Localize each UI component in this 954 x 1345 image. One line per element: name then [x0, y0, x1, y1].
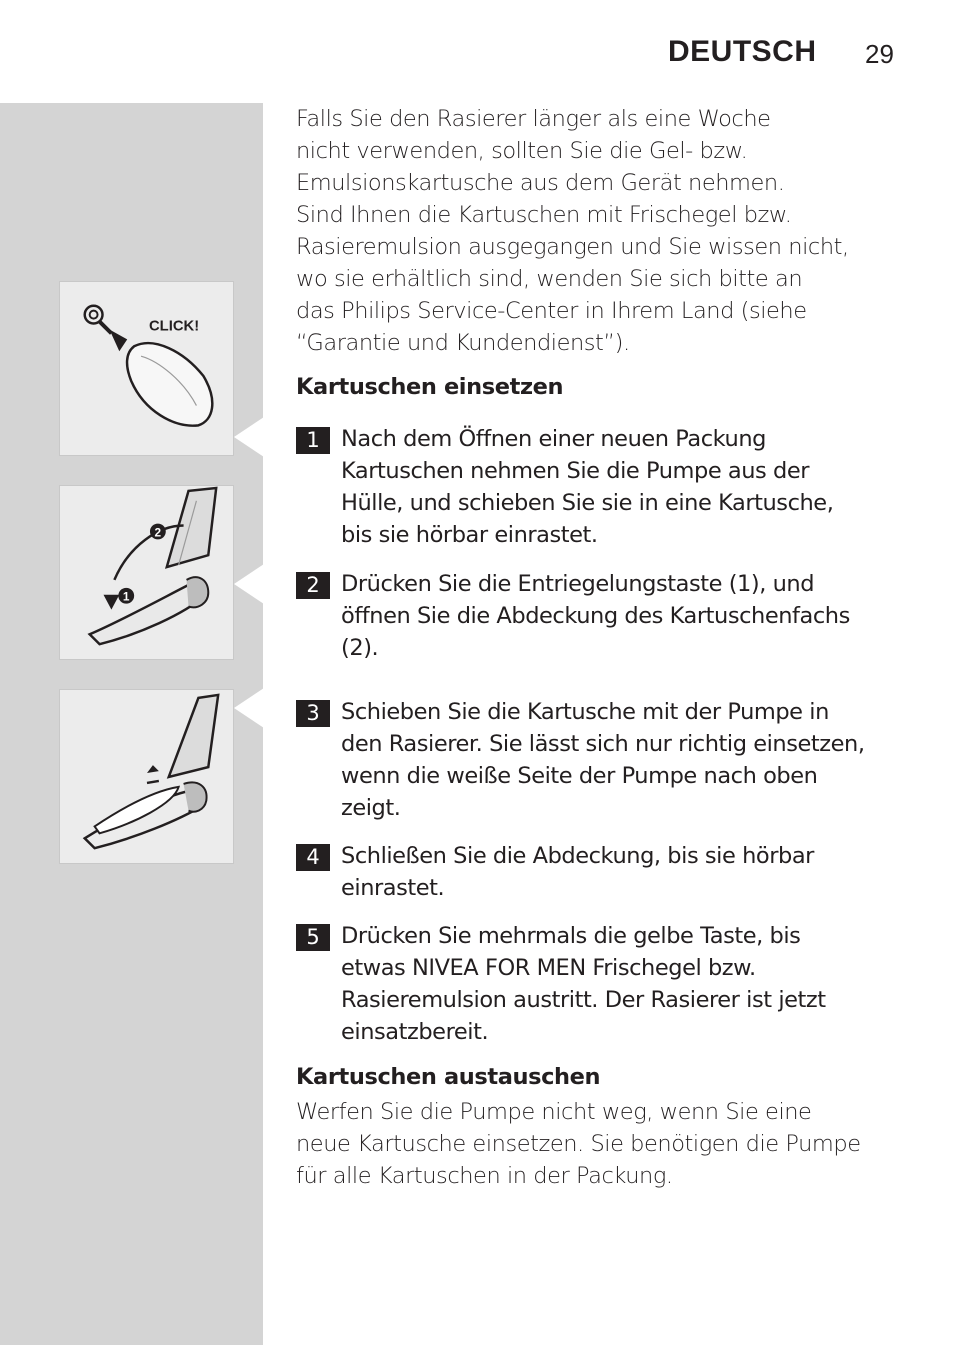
arrow-left-icon	[147, 765, 159, 773]
step-number: 1	[296, 427, 330, 454]
text-line: Schließen Sie die Abdeckung, bis sie hörbar	[341, 843, 814, 869]
replace-paragraph	[296, 1096, 906, 1192]
text-line: “Garantie und Kundendienst”).	[296, 330, 630, 356]
text-line: einsatzbereit.	[341, 1019, 489, 1045]
text-line: für alle Kartuschen in der Packung.	[296, 1163, 673, 1189]
figure-insert-cartridge	[59, 689, 234, 864]
text-line: Werfen Sie die Pumpe nicht weg, wenn Sie eine	[296, 1099, 812, 1125]
text-line: öffnen Sie die Abdeckung des Kartuschenfachs	[341, 603, 850, 629]
arrow-icon	[109, 329, 127, 351]
text-line: Rasieremulsion ausgegangen und Sie wissen nicht,	[296, 234, 849, 260]
text-line: Nach dem Öffnen einer neuen Packung	[341, 426, 766, 452]
step-text	[341, 696, 911, 824]
text-line: das Philips Service-Center in Ihrem Land (siehe	[296, 298, 807, 324]
figure-pump-insertion	[59, 281, 234, 456]
text-line: Emulsionskartusche aus dem Gerät nehmen.	[296, 170, 785, 196]
step-text	[341, 840, 911, 904]
text-line: einrastet.	[341, 875, 445, 901]
open-cover-illustration	[60, 486, 233, 659]
text-line: (2).	[341, 635, 379, 661]
figure-pointer	[234, 688, 264, 728]
text-line: Schieben Sie die Kartusche mit der Pumpe in	[341, 699, 829, 725]
step-text	[341, 568, 911, 664]
text-line: bis sie hörbar einrastet.	[341, 522, 598, 548]
text-line: Kartuschen nehmen Sie die Pumpe aus der	[341, 458, 810, 484]
insert-cartridge-illustration	[60, 690, 233, 863]
text-line: neue Kartusche einsetzen. Sie benötigen die Pumpe	[296, 1131, 861, 1157]
step-number: 5	[296, 924, 330, 951]
click-label: CLICK!	[148, 318, 200, 335]
intro-paragraph	[296, 103, 906, 359]
section-heading-insert: Kartuschen einsetzen	[296, 374, 564, 400]
step-text	[341, 920, 911, 1048]
text-line: Falls Sie den Rasierer länger als eine Woche	[296, 106, 771, 132]
arrow-down-icon	[103, 595, 119, 610]
text-line: Drücken Sie die Entriegelungstaste (1), und	[341, 571, 815, 597]
svg-text:2: 2	[154, 525, 162, 540]
text-line: Drücken Sie mehrmals die gelbe Taste, bis	[341, 923, 801, 949]
text-line: den Rasierer. Sie lässt sich nur richtig einsetzen,	[341, 731, 865, 757]
text-line: wenn die weiße Seite der Pumpe nach oben	[341, 763, 818, 789]
step-number: 3	[296, 700, 330, 727]
figure-pointer	[234, 564, 264, 604]
svg-text:1: 1	[122, 589, 130, 604]
step-number: 4	[296, 844, 330, 871]
text-line: wo sie erhältlich sind, wenden Sie sich bitte an	[296, 266, 803, 292]
figure-open-cover	[59, 485, 234, 660]
text-line: Rasieremulsion austritt. Der Rasierer ist jetzt	[341, 987, 826, 1013]
step-text	[341, 423, 911, 551]
section-heading-replace: Kartuschen austauschen	[296, 1064, 601, 1090]
text-line: Hülle, und schieben Sie sie in eine Kartusche,	[341, 490, 834, 516]
page-number: 29	[865, 39, 894, 69]
language-header: DEUTSCH	[668, 35, 817, 68]
figure-pointer	[234, 417, 264, 457]
text-line: etwas NIVEA FOR MEN Frischegel bzw.	[341, 955, 756, 981]
text-line: zeigt.	[341, 795, 401, 821]
text-line: nicht verwenden, sollten Sie die Gel- bzw.	[296, 138, 748, 164]
pump-click-illustration	[60, 282, 233, 455]
text-line: Sind Ihnen die Kartuschen mit Frischegel bzw.	[296, 202, 792, 228]
step-number: 2	[296, 572, 330, 599]
